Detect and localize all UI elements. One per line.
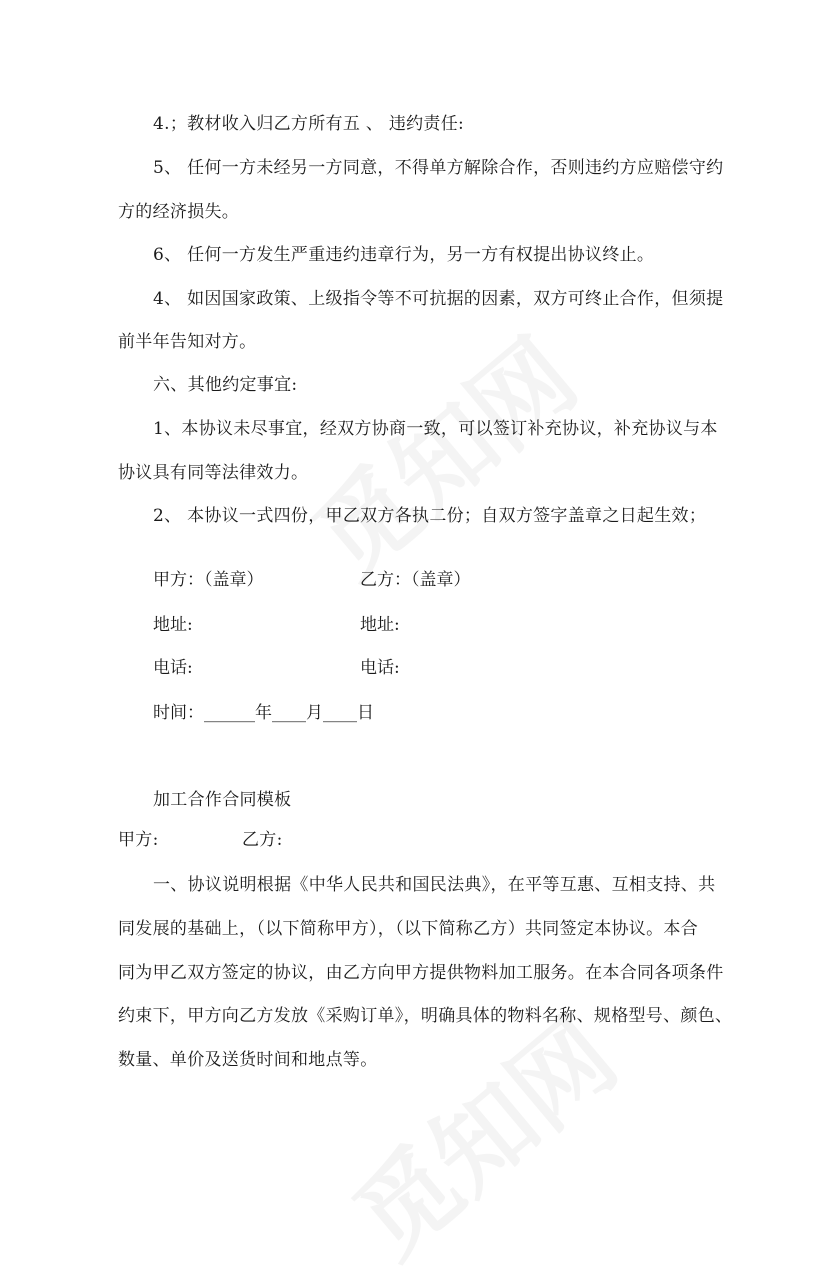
paragraph-line: 约束下，甲方向乙方发放《采购订单》，明确具体的物料名称、规格型号、颜色、 <box>118 1006 733 1026</box>
party-b-address: 地址: <box>360 615 400 635</box>
paragraph-line: 前半年告知对方。 <box>118 332 257 352</box>
paragraph-line: 同为甲乙双方签定的协议，由乙方向甲方提供物料加工服务。在本合同各项条件 <box>118 963 724 983</box>
contract-party-b: 乙方: <box>242 830 283 850</box>
party-a-seal: 甲方：（盖章） <box>153 570 264 590</box>
paragraph-line: 2、 本协议一式四份，甲乙双方各执二份；自双方签字盖章之日起生效； <box>153 506 707 526</box>
sign-date: 时间：______年____月____日 <box>153 703 374 723</box>
paragraph-line: 方的经济损失。 <box>118 202 240 222</box>
party-b-phone: 电话: <box>360 658 400 678</box>
paragraph-line: 数量、单价及送货时间和地点等。 <box>118 1050 378 1070</box>
party-b-seal: 乙方：（盖章） <box>360 570 471 590</box>
party-a-address: 地址: <box>153 615 193 635</box>
paragraph-line: 协议具有同等法律效力。 <box>118 463 309 483</box>
paragraph-line: 6、 任何一方发生严重违约违章行为，另一方有权提出协议终止。 <box>153 245 655 265</box>
paragraph-line: 4、 如因国家政策、上级指令等不可抗据的因素，双方可终止合作，但须提 <box>153 289 724 309</box>
paragraph-line: 5、 任何一方未经另一方同意，不得单方解除合作，否则违约方应赔偿守约 <box>153 158 724 178</box>
paragraph-line: 1、本协议未尽事宜，经双方协商一致，可以签订补充协议，补充协议与本 <box>153 419 718 439</box>
party-a-phone: 电话: <box>153 658 193 678</box>
paragraph-line: 4.；教材收入归乙方所有五 、 违约责任: <box>153 114 465 134</box>
section-heading: 六、其他约定事宜: <box>153 375 298 395</box>
contract-title: 加工合作合同模板 <box>153 790 292 810</box>
paragraph-line: 同发展的基础上，（以下简称甲方），（以下简称乙方）共同签定本协议。本合 <box>118 919 698 939</box>
paragraph-line: 一、协议说明根据《中华人民共和国民法典》，在平等互惠、互相支持、共 <box>153 875 716 895</box>
watermark <box>279 300 601 603</box>
contract-party-a: 甲方: <box>118 830 159 850</box>
